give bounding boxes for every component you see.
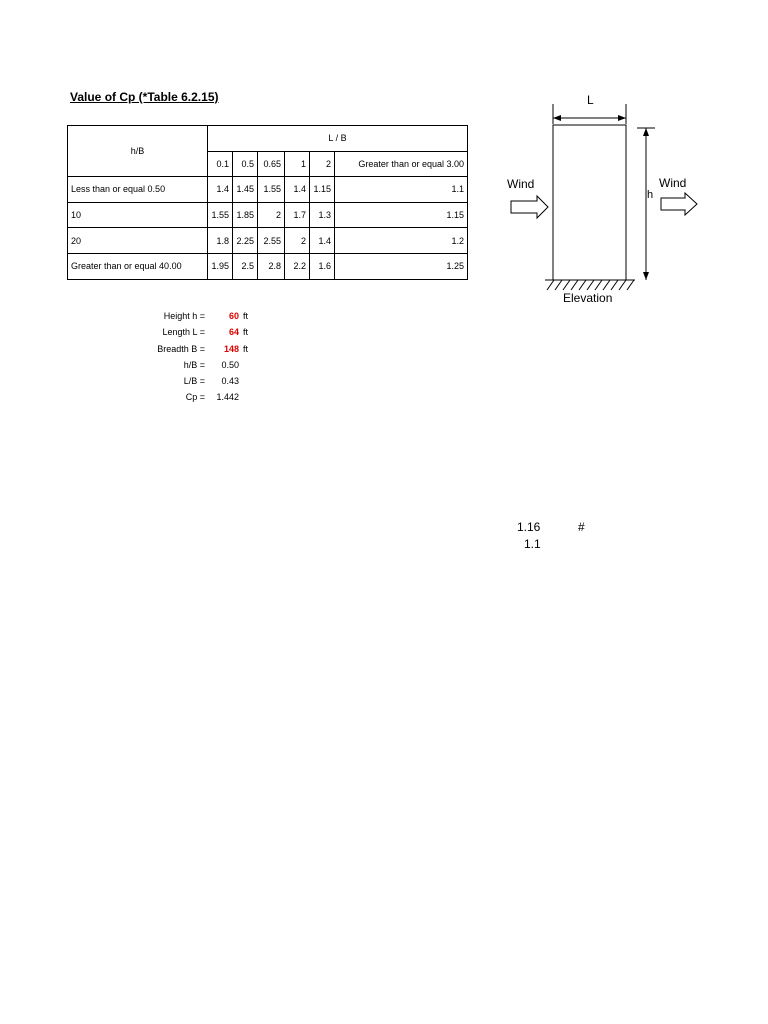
table-cell: 1.55 <box>258 177 285 203</box>
lb-value: 0.43 <box>221 376 239 387</box>
table-cell: 1.55 <box>208 202 233 228</box>
table-row <box>68 253 468 279</box>
table-cell: 1.2 <box>335 228 468 254</box>
label-wind-right: Wind <box>659 176 687 190</box>
extra-hash: # <box>578 520 585 534</box>
table-row <box>68 177 468 203</box>
page-title: Value of Cp (*Table 6.2.15) <box>70 90 219 104</box>
table-cell: 1.1 <box>335 177 468 203</box>
wind-arrow-icon <box>661 193 697 215</box>
table-cell: 2.5 <box>233 253 258 279</box>
table-cell: 2.55 <box>258 228 285 254</box>
table-cell: 1.45 <box>233 177 258 203</box>
table-cell: 1.95 <box>208 253 233 279</box>
table-cell: 1.4 <box>285 177 310 203</box>
extra-value-2: 1.1 <box>524 537 541 551</box>
table-cell: 1.85 <box>233 202 258 228</box>
arrowhead-icon <box>643 128 649 136</box>
wind-arrow-icon <box>511 196 548 218</box>
table-cell: 1.25 <box>335 253 468 279</box>
row-label: Greater than or equal 40.00 <box>68 253 208 279</box>
elevation-diagram <box>505 88 705 308</box>
row-header-cell: h/B <box>68 126 208 177</box>
row-label: 20 <box>68 228 208 254</box>
table-cell: 1.4 <box>208 177 233 203</box>
table-row <box>68 202 468 228</box>
col-header: Greater than or equal 3.00 <box>335 151 468 177</box>
col-header: 1 <box>285 151 310 177</box>
col-header: 0.65 <box>258 151 285 177</box>
table-row <box>68 228 468 254</box>
col-header: 0.5 <box>233 151 258 177</box>
arrowhead-icon <box>553 115 561 121</box>
table-cell: 1.8 <box>208 228 233 254</box>
param-label: h/B = <box>183 359 205 370</box>
param-unit: ft <box>243 343 249 354</box>
table-cell: 2.8 <box>258 253 285 279</box>
col-header: 2 <box>310 151 335 177</box>
table-cell: 1.6 <box>310 253 335 279</box>
arrowhead-icon <box>618 115 626 121</box>
table-cell: 1.15 <box>335 202 468 228</box>
extra-value-1: 1.16 <box>517 520 541 534</box>
label-elevation: Elevation <box>563 291 613 305</box>
param-unit: ft <box>243 327 249 338</box>
param-label: L/B = <box>183 376 205 387</box>
ground-hatch <box>547 280 634 290</box>
table-cell: 2 <box>285 228 310 254</box>
height-input[interactable]: 60 <box>228 311 239 321</box>
param-label: Length L = <box>162 327 205 338</box>
row-label: 10 <box>68 202 208 228</box>
row-label: Less than or equal 0.50 <box>68 177 208 203</box>
table-cell: 2.2 <box>285 253 310 279</box>
cp-value: 1.442 <box>216 392 239 403</box>
table-cell: 2 <box>258 202 285 228</box>
param-label: Breadth B = <box>157 343 205 354</box>
table-cell: 2.25 <box>233 228 258 254</box>
arrowhead-icon <box>643 272 649 280</box>
length-input[interactable]: 64 <box>228 327 239 338</box>
building-outline <box>553 125 626 280</box>
param-label: Cp = <box>185 392 205 403</box>
label-wind-left: Wind <box>507 177 535 191</box>
table-cell: 1.3 <box>310 202 335 228</box>
col-header: 0.1 <box>208 151 233 177</box>
param-unit: ft <box>243 311 249 321</box>
label-h: h <box>647 189 654 201</box>
table-cell: 1.15 <box>310 177 335 203</box>
label-L: L <box>587 93 594 107</box>
param-label: Height h = <box>163 311 205 321</box>
table-cell: 1.4 <box>310 228 335 254</box>
hb-value: 0.50 <box>221 359 239 370</box>
col-group-header-cell: L / B <box>208 126 468 152</box>
table-cell: 1.7 <box>285 202 310 228</box>
cp-table <box>67 125 468 280</box>
breadth-input[interactable]: 148 <box>223 343 239 354</box>
